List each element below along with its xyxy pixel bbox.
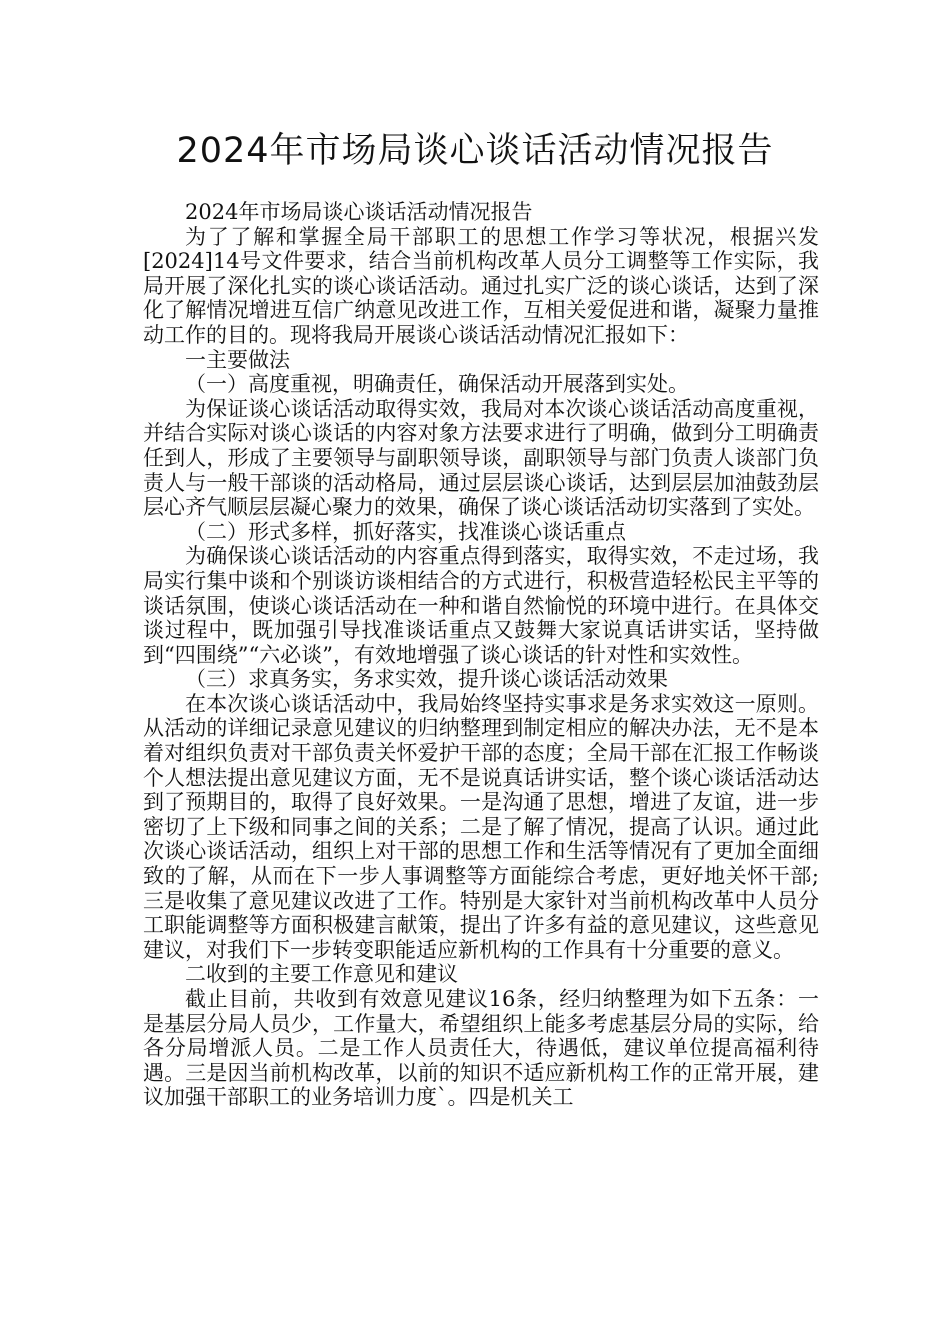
paragraph-heading-repeat: 2024年市场局谈心谈话活动情况报告 xyxy=(185,200,533,224)
paragraph-intro: 为了了解和掌握全局干部职工的思想工作学习等状况，根据兴发[2024]14号文件要求，结合当前机构改革人员分工调整等工作实际，我局开展了深化扎实的谈心谈话活动。通过扎实广泛的谈心谈话，达到了深化了解情况增进互信广纳意见改进工作，互相关爱促进和谐，凝聚力量推动工作的目的。现将我局开展谈心谈话活动情况汇报如下： xyxy=(143,224,819,347)
subsection-heading-1: （一）高度重视，明确责任，确保活动开展落到实处。 xyxy=(185,372,689,397)
paragraph-subsection-1: 为保证谈心谈话活动取得实效，我局对本次谈心谈话活动高度重视，并结合实际对谈心谈话的内容对象方法要求进行了明确，做到分工明确责任到人，形成了主要领导与副职领导谈，副职领导与部门负责人谈部门负责人与一般干部谈的活动格局，通过层层谈心谈话，达到层层加油鼓劲层层心齐气顺层层凝心聚力的效果，确保了谈心谈话活动切实落到了实处。 xyxy=(143,396,819,520)
paragraph-opinions: 截止目前，共收到有效意见建议16条，经归纳整理为如下五条：一是基层分局人员少，工作量大，希望组织上能多考虑基层分局的实际，给各分局增派人员。二是工作人员责任大，待遇低，建议单位提高福利待遇。三是因当前机构改革，以前的知识不适应新机构工作的正常开展，建议加强干部职工的业务培训力度`。四是机关工 xyxy=(143,987,819,1110)
subsection-heading-2: （二）形式多样，抓好落实，找准谈心谈话重点 xyxy=(185,519,626,544)
section-heading-main-practices: 一主要做法 xyxy=(185,347,290,372)
subsection-heading-3: （三）求真务实，务求实效，提升谈心谈话活动效果 xyxy=(185,667,668,692)
document-body xyxy=(143,200,819,1110)
paragraph-subsection-2: 为确保谈心谈话活动的内容重点得到落实，取得实效，不走过场，我局实行集中谈和个别谈访谈相结合的方式进行，积极营造轻松民主平等的谈话氛围，使谈心谈话活动在一种和谐自然愉悦的环境中进行。在具体交谈过程中，既加强引导找准谈话重点又鼓舞大家说真话讲实话，坚持做到“四围绕”“六必谈”，有效地增强了谈心谈话的针对性和实效性。 xyxy=(143,544,819,667)
paragraph-subsection-3: 在本次谈心谈话活动中，我局始终坚持实事求是务求实效这一原则。从活动的详细记录意见建议的归纳整理到制定相应的解决办法，无不是本着对组织负责对干部负责关怀爱护干部的态度；全局干部在汇报工作畅谈个人想法提出意见建议方面，无不是说真话讲实话，整个谈心谈话活动达到了预期目的，取得了良好效果。一是沟通了思想，增进了友谊，进一步密切了上下级和同事之间的关系；二是了解了情况，提高了认识。通过此次谈心谈话活动，组织上对干部的思想工作和生活等情况有了更加全面细致的了解，从而在下一步人事调整等方面能综合考虑，更好地关怀干部;三是收集了意见建议改进了工作。特别是大家针对当前机构改革中人员分工职能调整等方面积极建言献策，提出了许多有益的意见建议，这些意见建议，对我们下一步转变职能适应新机构的工作具有十分重要的意义。 xyxy=(143,691,819,962)
section-heading-opinions: 二收到的主要工作意见和建议 xyxy=(185,962,458,987)
document-title: 2024年市场局谈心谈话活动情况报告 xyxy=(176,131,774,171)
